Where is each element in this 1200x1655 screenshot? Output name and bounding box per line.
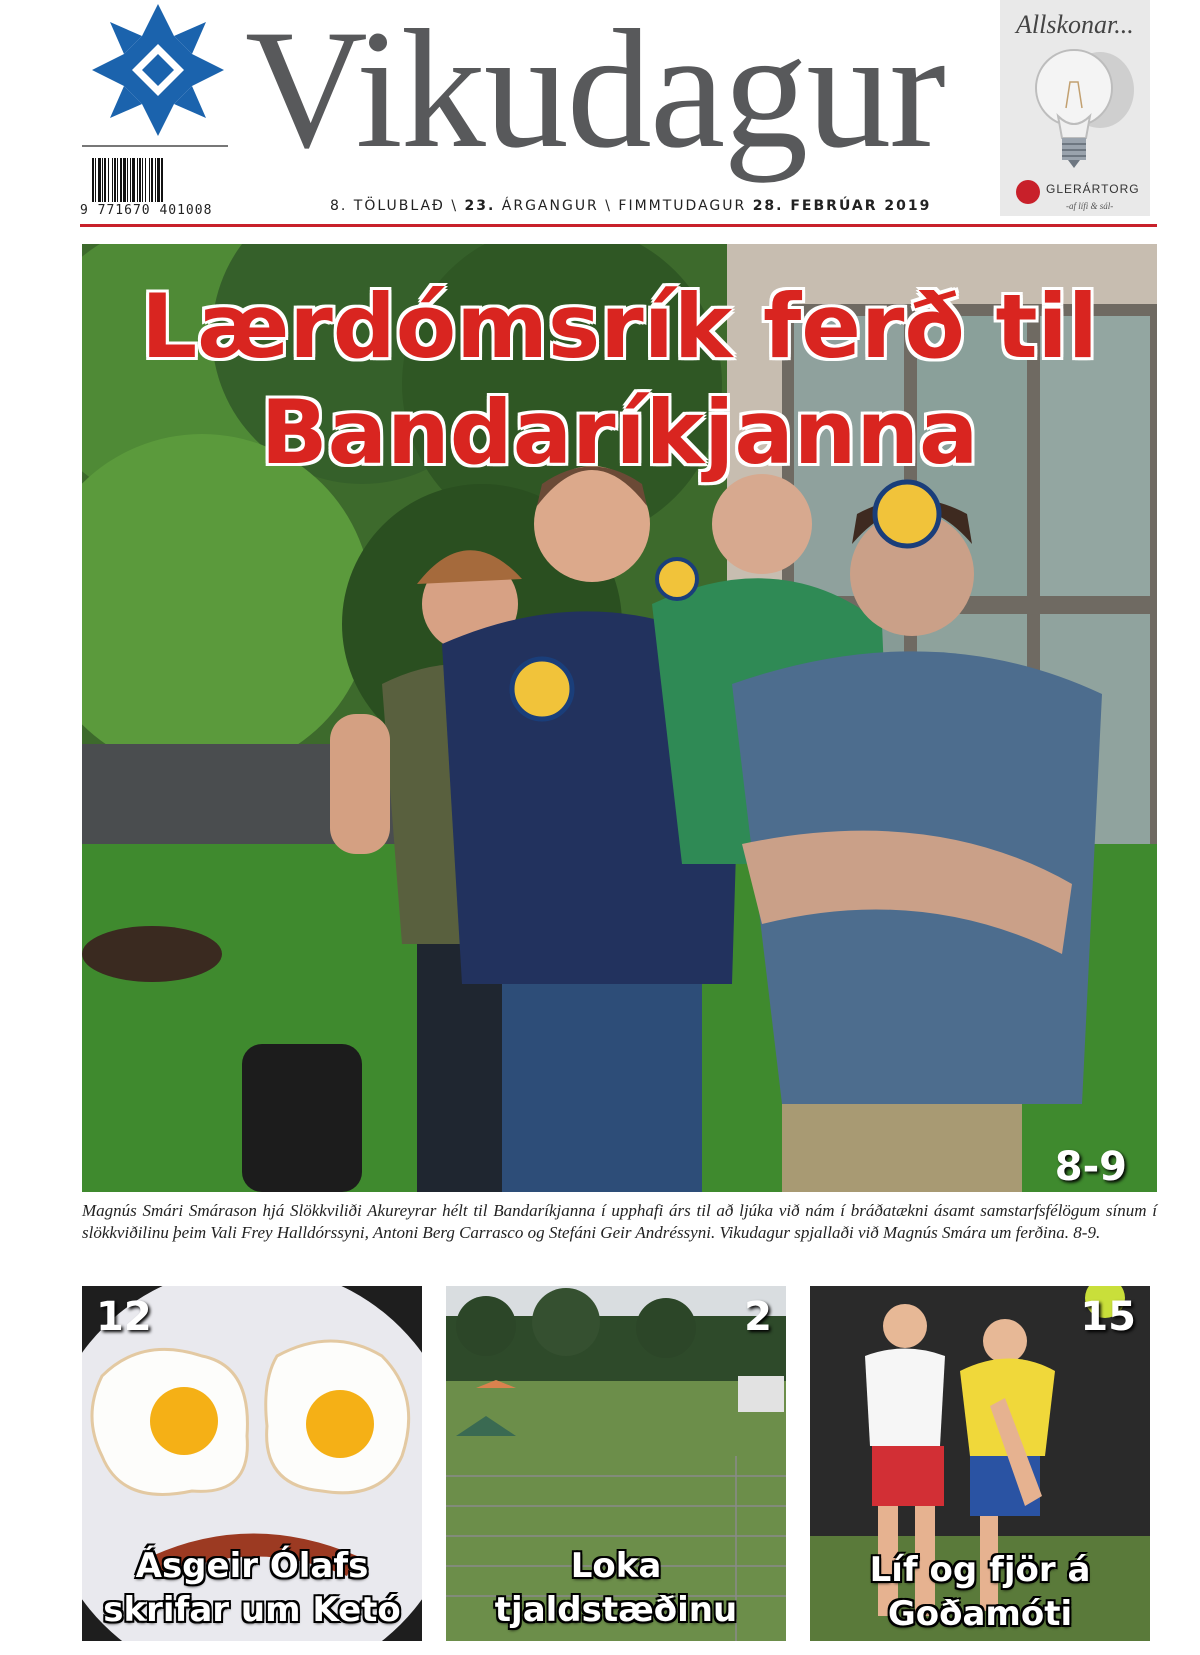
- ad-logo-text: GLERÁRTORG: [1046, 182, 1140, 196]
- logo-divider: [82, 145, 228, 147]
- headline-line-2: Bandaríkjanna: [260, 381, 979, 484]
- teaser-page-number: 2: [744, 1294, 772, 1340]
- main-page-reference: 8-9: [1054, 1144, 1127, 1190]
- cover-photo[interactable]: [82, 244, 1157, 1192]
- issue-number: 8. TÖLUBLAÐ \: [330, 198, 465, 214]
- teaser-title: [810, 1548, 1150, 1636]
- teaser-title-line-2: tjaldstæðinu: [494, 1590, 738, 1630]
- teaser-keto[interactable]: [82, 1286, 422, 1641]
- lightbulb-icon: [1022, 42, 1142, 177]
- newspaper-title: Vikudagur: [245, 0, 944, 183]
- teaser-page-number: 15: [1080, 1294, 1136, 1340]
- teaser-page-number: 12: [96, 1294, 152, 1340]
- ad-logo-tagline: -af lífi & sál-: [1066, 201, 1114, 211]
- teaser-godamot[interactable]: [810, 1286, 1150, 1641]
- teaser-title-line-2: Goðamóti: [887, 1594, 1073, 1634]
- teaser-title: [82, 1544, 422, 1632]
- teaser-title-line-1: Líf og fjör á: [869, 1550, 1091, 1590]
- volume-number: 23.: [464, 198, 496, 214]
- teaser-campsite[interactable]: [446, 1286, 786, 1641]
- issue-date: 28. FEBRÚAR 2019: [752, 198, 932, 214]
- barcode-number: 9 771670 401008: [80, 203, 213, 218]
- glerartorg-logo: [1016, 180, 1146, 210]
- ad-script-text: Allskonar...: [1016, 10, 1134, 39]
- main-headline: [82, 274, 1157, 486]
- volume-label: ÁRGANGUR \ FIMMTUDAGUR: [495, 198, 753, 214]
- teaser-title-line-1: Loka: [570, 1546, 662, 1586]
- barcode-icon: [92, 158, 228, 202]
- teaser-title-line-2: skrifar um Ketó: [103, 1590, 401, 1630]
- star-logo-icon: [88, 0, 228, 140]
- advertisement[interactable]: [1000, 0, 1150, 216]
- glerartorg-logo-icon: [1016, 180, 1040, 204]
- headline-line-1: Lærdómsrík ferð til: [141, 275, 1098, 378]
- teaser-title-line-1: Ásgeir Ólafs: [135, 1546, 369, 1586]
- photo-caption: Magnús Smári Smárason hjá Slökkviliði Akureyrar hélt til Bandaríkjanna í upphafi árs til að ljúka við nám í bráðatækni ásamt samstarfsfélögum sínum í slökkviðilinu þeim Vali Frey Halldórssyni, Antoni Berg Carrasco og Stefáni Geir Andréssyni. Vikudagur spjallaði við Magnús Smára um ferðina. 8-9.: [82, 1201, 1157, 1242]
- masthead-rule: [80, 224, 1157, 227]
- issue-info: [330, 198, 931, 214]
- teaser-title: [446, 1544, 786, 1632]
